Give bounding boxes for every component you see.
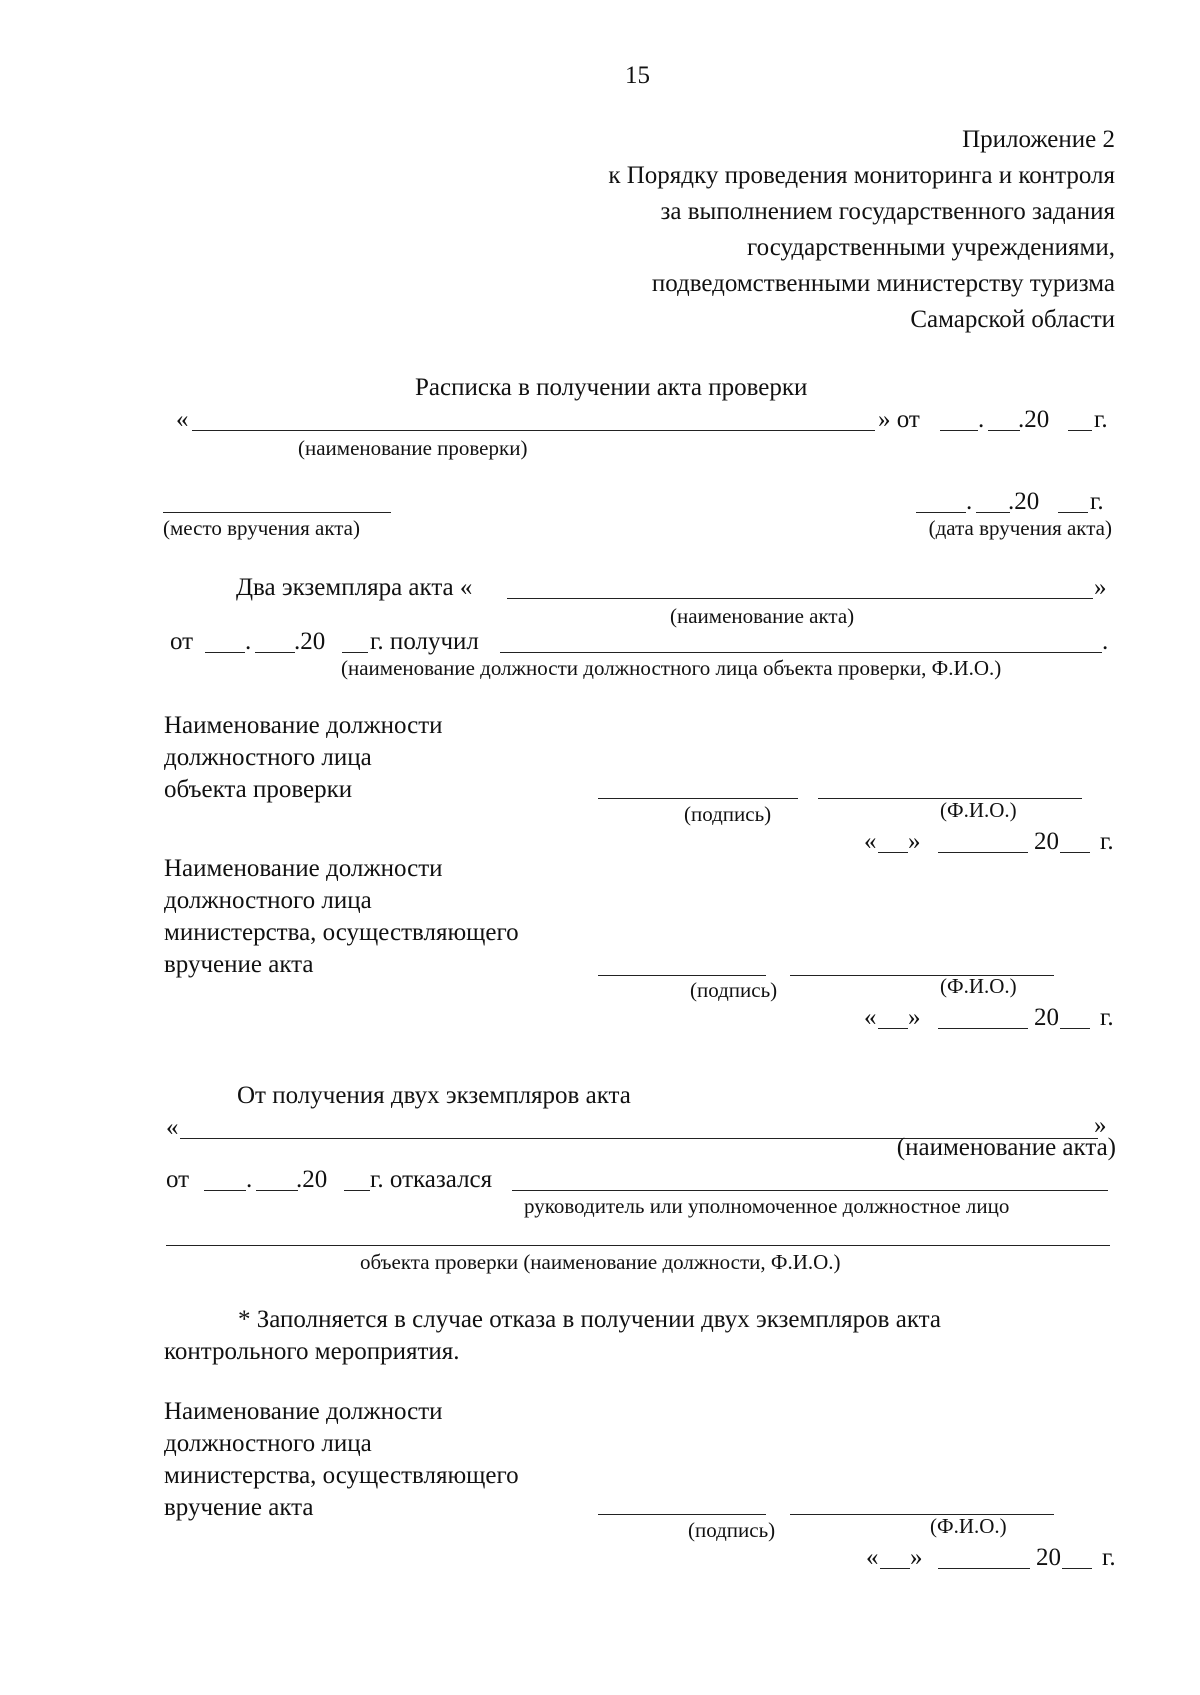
sig-3-sign-caption: (подпись) [688,1518,776,1542]
sig-block-1-line-1: Наименование должности [164,712,443,739]
sig-2-date-year-blank[interactable] [1060,1028,1090,1029]
sig-block-1-label [164,710,443,806]
sig-3-date-close: » [910,1544,923,1571]
footnote-line-1: * Заполняется в случае отказа в получении двух экземпляров акта [238,1306,941,1333]
refusal-person-blank-2[interactable] [166,1245,1110,1246]
sig-2-date-day-blank[interactable] [878,1028,908,1029]
sig-2-date-close: » [908,1004,921,1031]
two-copies-person-caption: (наименование должности должностного лица объекта проверки, Ф.И.О.) [341,656,1002,680]
sig-2-date-suffix: г. [1100,1004,1114,1031]
sig-3-fio-blank[interactable] [790,1514,1054,1515]
sig-2-fio-caption: (Ф.И.О.) [940,974,1017,998]
two-copies-year-blank[interactable] [342,652,368,653]
refusal-text: От получения двух экземпляров акта [237,1082,631,1109]
sig-3-date-day-blank[interactable] [880,1568,910,1569]
footnote-line-2: контрольного мероприятия. [164,1338,460,1365]
sig-3-date-year-blank[interactable] [1062,1568,1092,1569]
two-copies-dot: . [245,628,252,655]
header-line-2: к Порядку проведения мониторинга и контроля [608,162,1115,189]
two-copies-act-caption: (наименование акта) [670,604,855,628]
sig-block-1-line-3: объекта проверки [164,776,353,803]
sig-1-date-close: » [908,828,921,855]
sig-block-2-line-2: должностного лица [164,887,372,914]
refusal-refused: г. отказался [370,1166,493,1193]
appendix-header [608,122,1115,338]
header-line-4: государственными учреждениями, [746,234,1115,261]
two-copies-month-blank[interactable] [255,652,295,653]
sig-2-date-year: 20 [1034,1004,1059,1031]
two-copies-from: от [170,628,194,655]
sig-block-1-line-2: должностного лица [164,744,372,771]
header-line-1: Приложение 2 [962,126,1115,153]
sig-2-date-open: « [864,1004,877,1031]
check-year-suffix: г. [1094,406,1108,433]
sig-2-sign-caption: (подпись) [690,978,778,1002]
sig-1-date-year-blank[interactable] [1060,852,1090,853]
refusal-year: .20 [296,1166,328,1193]
date-suffix: г. [1090,488,1104,515]
sig-3-signature-blank[interactable] [598,1514,766,1515]
header-line-3: за выполнением государственного задания [660,198,1115,225]
page-number: 15 [625,62,650,89]
refusal-person-blank[interactable] [512,1190,1108,1191]
two-copies-year: .20 [294,628,326,655]
two-copies-end-dot: . [1102,628,1109,655]
sig-1-date-day-blank[interactable] [878,852,908,853]
check-month-blank[interactable] [988,430,1020,431]
sig-1-sign-caption: (подпись) [684,802,772,826]
place-caption: (место вручения акта) [163,516,360,540]
sig-3-date-month-blank[interactable] [938,1568,1030,1569]
date-year: .20 [1008,488,1040,515]
refusal-close-quote: » [1094,1112,1107,1139]
sig-block-2-line-1: Наименование должности [164,855,443,882]
check-day-blank[interactable] [940,430,978,431]
sig-block-3-line-4: вручение акта [164,1494,314,1521]
sig-3-date-suffix: г. [1102,1544,1116,1571]
date-year-blank[interactable] [1058,512,1088,513]
refusal-open-quote: « [166,1114,179,1141]
refusal-day-blank[interactable] [204,1190,246,1191]
refusal-person-caption-1: руководитель или уполномоченное должностное лицо [524,1194,1010,1218]
two-copies-received: г. получил [370,628,479,655]
check-year: .20 [1018,406,1050,433]
sig-1-date-open: « [864,828,877,855]
sig-block-3-label [164,1396,519,1524]
date-dot: . [966,488,973,515]
sig-block-2-line-4: вручение акта [164,951,314,978]
sig-1-date-suffix-text: г. [1100,828,1114,855]
refusal-from: от [166,1166,190,1193]
check-name-blank[interactable] [192,430,875,431]
two-copies-person-blank[interactable] [500,652,1102,653]
header-line-5: подведомственными министерству туризма [651,270,1115,297]
two-copies-day-blank[interactable] [205,652,245,653]
date-month-blank[interactable] [976,512,1010,513]
sig-block-3-line-1: Наименование должности [164,1398,443,1425]
place-blank[interactable] [163,512,391,513]
two-copies-text: Два экземпляра акта « [236,574,473,601]
check-close-quote-from: » от [878,406,920,433]
two-copies-act-blank[interactable] [507,598,1093,599]
sig-block-3-line-3: министерства, осуществляющего [164,1462,519,1489]
refusal-month-blank[interactable] [256,1190,298,1191]
refusal-year-blank[interactable] [344,1190,370,1191]
date-day-blank[interactable] [916,512,966,513]
sig-1-date-month-blank[interactable] [938,852,1028,853]
sig-1-date-year: 20 [1034,828,1059,855]
refusal-person-caption-2: объекта проверки (наименование должности, Ф.И.О.) [360,1250,841,1274]
sig-3-date-year: 20 [1036,1544,1061,1571]
document-title: Расписка в получении акта проверки [415,374,808,401]
sig-block-3-line-2: должностного лица [164,1430,372,1457]
date-caption: (дата вручения акта) [928,516,1112,540]
check-name-caption: (наименование проверки) [298,436,528,460]
refusal-act-caption: (наименование акта) [896,1134,1116,1161]
two-copies-close-quote: » [1094,574,1107,601]
sig-1-fio-caption: (Ф.И.О.) [940,798,1017,822]
sig-1-signature-blank[interactable] [598,798,798,799]
check-year-blank[interactable] [1068,430,1092,431]
refusal-dot: . [246,1166,253,1193]
sig-2-date-month-blank[interactable] [938,1028,1028,1029]
sig-block-2-line-3: министерства, осуществляющего [164,919,519,946]
sig-block-2-label [164,853,519,981]
sig-3-fio-caption: (Ф.И.О.) [930,1514,1007,1538]
header-line-6: Самарской области [910,306,1115,333]
check-dot: . [978,406,985,433]
sig-2-signature-blank[interactable] [598,975,766,976]
check-open-quote: « [176,406,189,433]
sig-3-date-open: « [866,1544,879,1571]
